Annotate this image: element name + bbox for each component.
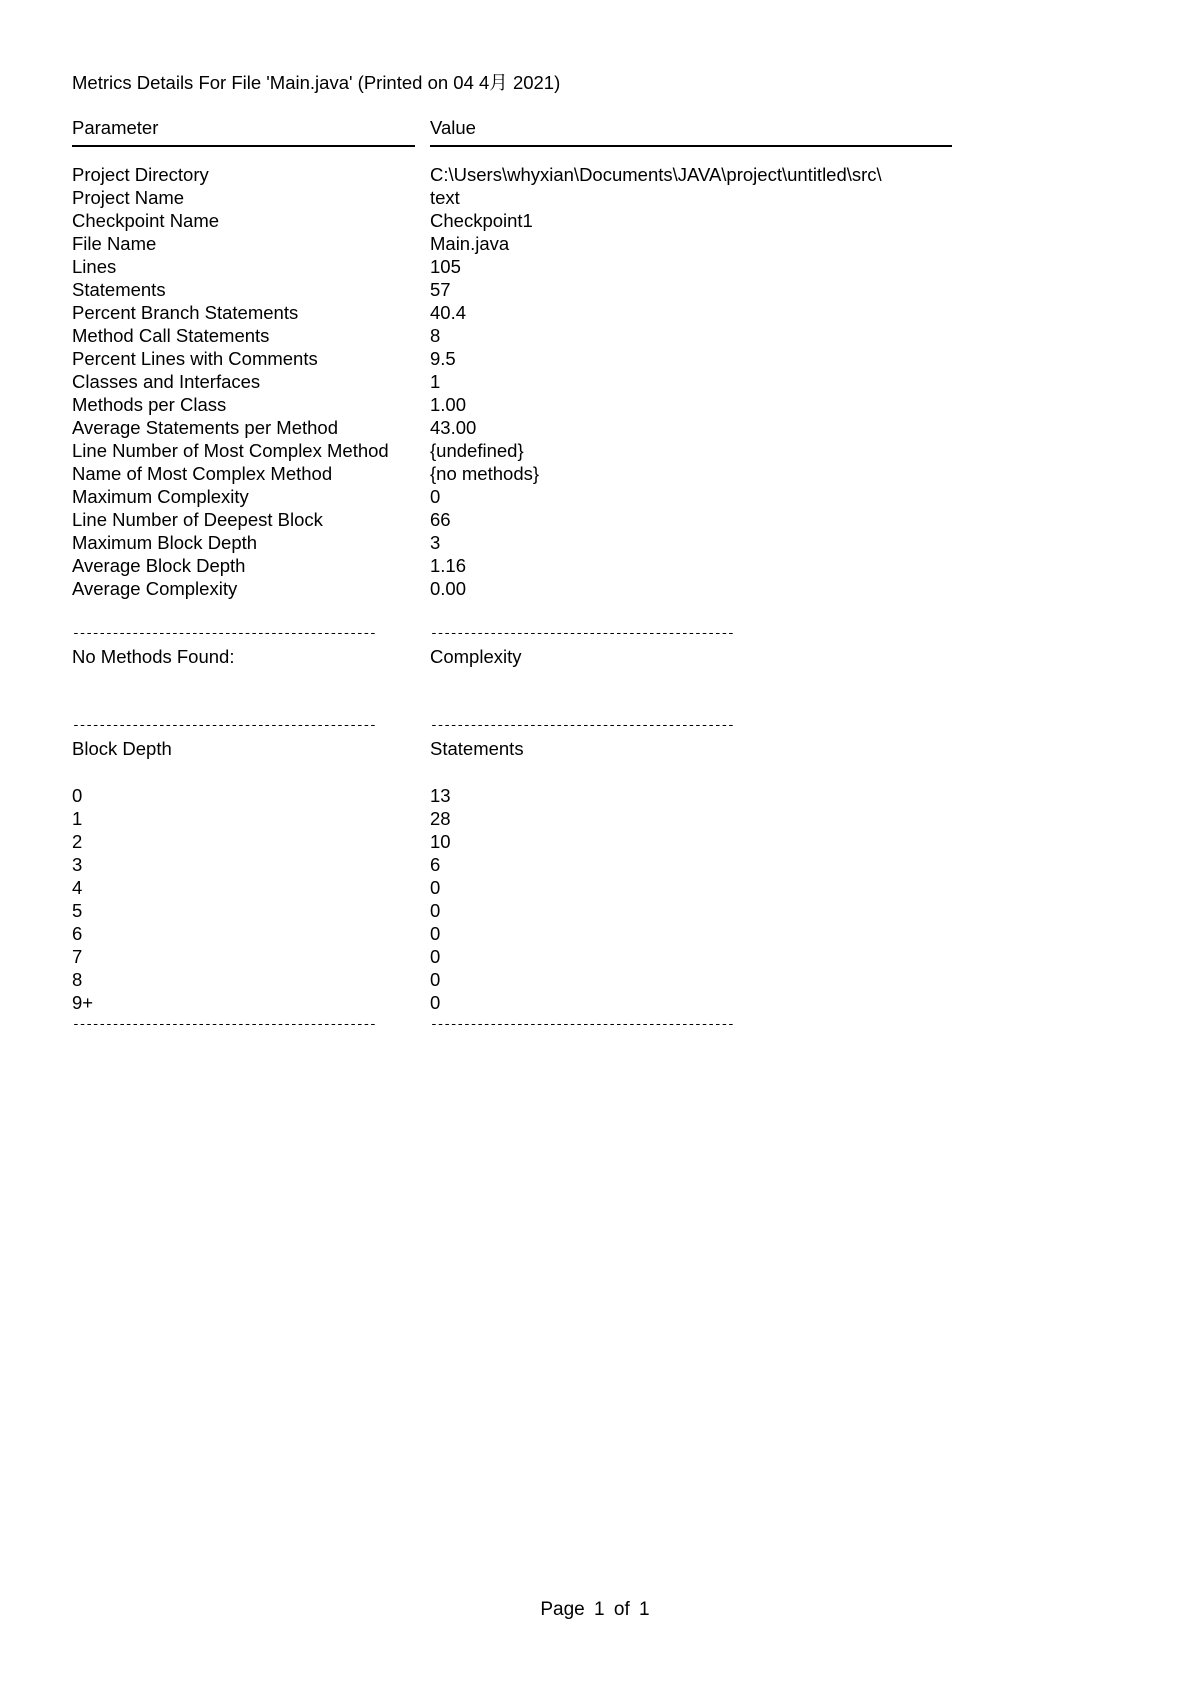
metric-parameter: Line Number of Most Complex Method xyxy=(72,440,389,461)
value-header-rule xyxy=(430,145,952,147)
metric-parameter: Average Complexity xyxy=(72,578,238,599)
block-depth-value: 3 xyxy=(72,854,83,875)
block-statements-value: 28 xyxy=(430,808,451,829)
parameter-header-rule xyxy=(72,145,415,147)
metric-parameter: Percent Branch Statements xyxy=(72,302,299,323)
metric-value: 0 xyxy=(430,486,441,507)
metric-parameter: Average Statements per Method xyxy=(72,417,339,438)
block-depth-value: 0 xyxy=(72,785,83,806)
block-statements-value: 6 xyxy=(430,854,441,875)
metric-parameter: Percent Lines with Comments xyxy=(72,348,318,369)
metric-parameter: Method Call Statements xyxy=(72,325,270,346)
parameter-column-header: Parameter xyxy=(72,117,159,138)
block-statements-value: 0 xyxy=(430,992,441,1013)
page-word: Page xyxy=(540,1599,585,1620)
statements-header: Statements xyxy=(430,738,524,759)
metric-value: 1.16 xyxy=(430,555,467,576)
separator-line: ---------------------------------------------- xyxy=(430,627,734,640)
metric-parameter: Project Name xyxy=(72,187,185,208)
block-statements-value: 13 xyxy=(430,785,451,806)
metric-value: 43.00 xyxy=(430,417,477,438)
block-statements-value: 0 xyxy=(430,877,441,898)
block-depth-value: 6 xyxy=(72,923,83,944)
metric-value: 0.00 xyxy=(430,578,467,599)
metric-value: 3 xyxy=(430,532,441,553)
metric-parameter: Checkpoint Name xyxy=(72,210,220,231)
metric-value: C:\Users\whyxian\Documents\JAVA\project\untitled\src\ xyxy=(430,164,882,185)
block-statements-value: 0 xyxy=(430,946,441,967)
block-statements-value: 0 xyxy=(430,923,441,944)
metric-value: Main.java xyxy=(430,233,510,254)
page-total: 1 xyxy=(639,1599,650,1620)
metric-value: {undefined} xyxy=(430,440,524,461)
no-methods-header: No Methods Found: xyxy=(72,646,235,667)
metric-parameter: File Name xyxy=(72,233,157,254)
value-column-header: Value xyxy=(430,117,476,138)
block-depth-value: 5 xyxy=(72,900,83,921)
block-depth-header: Block Depth xyxy=(72,738,172,759)
block-depth-value: 1 xyxy=(72,808,83,829)
block-statements-value: 0 xyxy=(430,969,441,990)
metric-parameter: Methods per Class xyxy=(72,394,227,415)
separator-line: ---------------------------------------------- xyxy=(72,627,376,640)
metric-value: {no methods} xyxy=(430,463,540,484)
metric-value: Checkpoint1 xyxy=(430,210,533,231)
metric-parameter: Project Directory xyxy=(72,164,209,185)
metric-parameter: Maximum Block Depth xyxy=(72,532,258,553)
metric-parameter: Maximum Complexity xyxy=(72,486,249,507)
metric-value: text xyxy=(430,187,460,208)
page-number: 1 xyxy=(594,1599,605,1620)
block-depth-value: 8 xyxy=(72,969,83,990)
page-footer xyxy=(0,1600,1190,1619)
metric-value: 57 xyxy=(430,279,451,300)
of-word: of xyxy=(613,1599,630,1620)
metric-value: 1 xyxy=(430,371,441,392)
metric-parameter: Average Block Depth xyxy=(72,555,246,576)
report-title: Metrics Details For File 'Main.java' (Printed on 04 4月 2021) xyxy=(72,72,561,93)
metric-value: 8 xyxy=(430,325,441,346)
metrics-value-list xyxy=(430,163,882,600)
separator-line: ---------------------------------------------- xyxy=(72,719,376,732)
block-depth-value: 7 xyxy=(72,946,83,967)
metric-value: 1.00 xyxy=(430,394,467,415)
metric-parameter: Name of Most Complex Method xyxy=(72,463,333,484)
block-statements-list xyxy=(430,784,451,1014)
block-depth-list xyxy=(72,784,93,1014)
block-depth-value: 2 xyxy=(72,831,83,852)
block-depth-value: 4 xyxy=(72,877,83,898)
metric-parameter: Statements xyxy=(72,279,166,300)
metric-value: 66 xyxy=(430,509,451,530)
metric-parameter: Line Number of Deepest Block xyxy=(72,509,323,530)
metrics-parameter-list xyxy=(72,163,389,600)
metric-parameter: Classes and Interfaces xyxy=(72,371,261,392)
complexity-header: Complexity xyxy=(430,646,522,667)
metric-value: 9.5 xyxy=(430,348,456,369)
block-statements-value: 0 xyxy=(430,900,441,921)
separator-line: ---------------------------------------------- xyxy=(72,1018,376,1031)
separator-line: ---------------------------------------------- xyxy=(430,719,734,732)
separator-line: ---------------------------------------------- xyxy=(430,1018,734,1031)
metric-parameter: Lines xyxy=(72,256,117,277)
block-depth-value: 9+ xyxy=(72,992,94,1013)
metric-value: 105 xyxy=(430,256,461,277)
block-statements-value: 10 xyxy=(430,831,451,852)
metric-value: 40.4 xyxy=(430,302,467,323)
